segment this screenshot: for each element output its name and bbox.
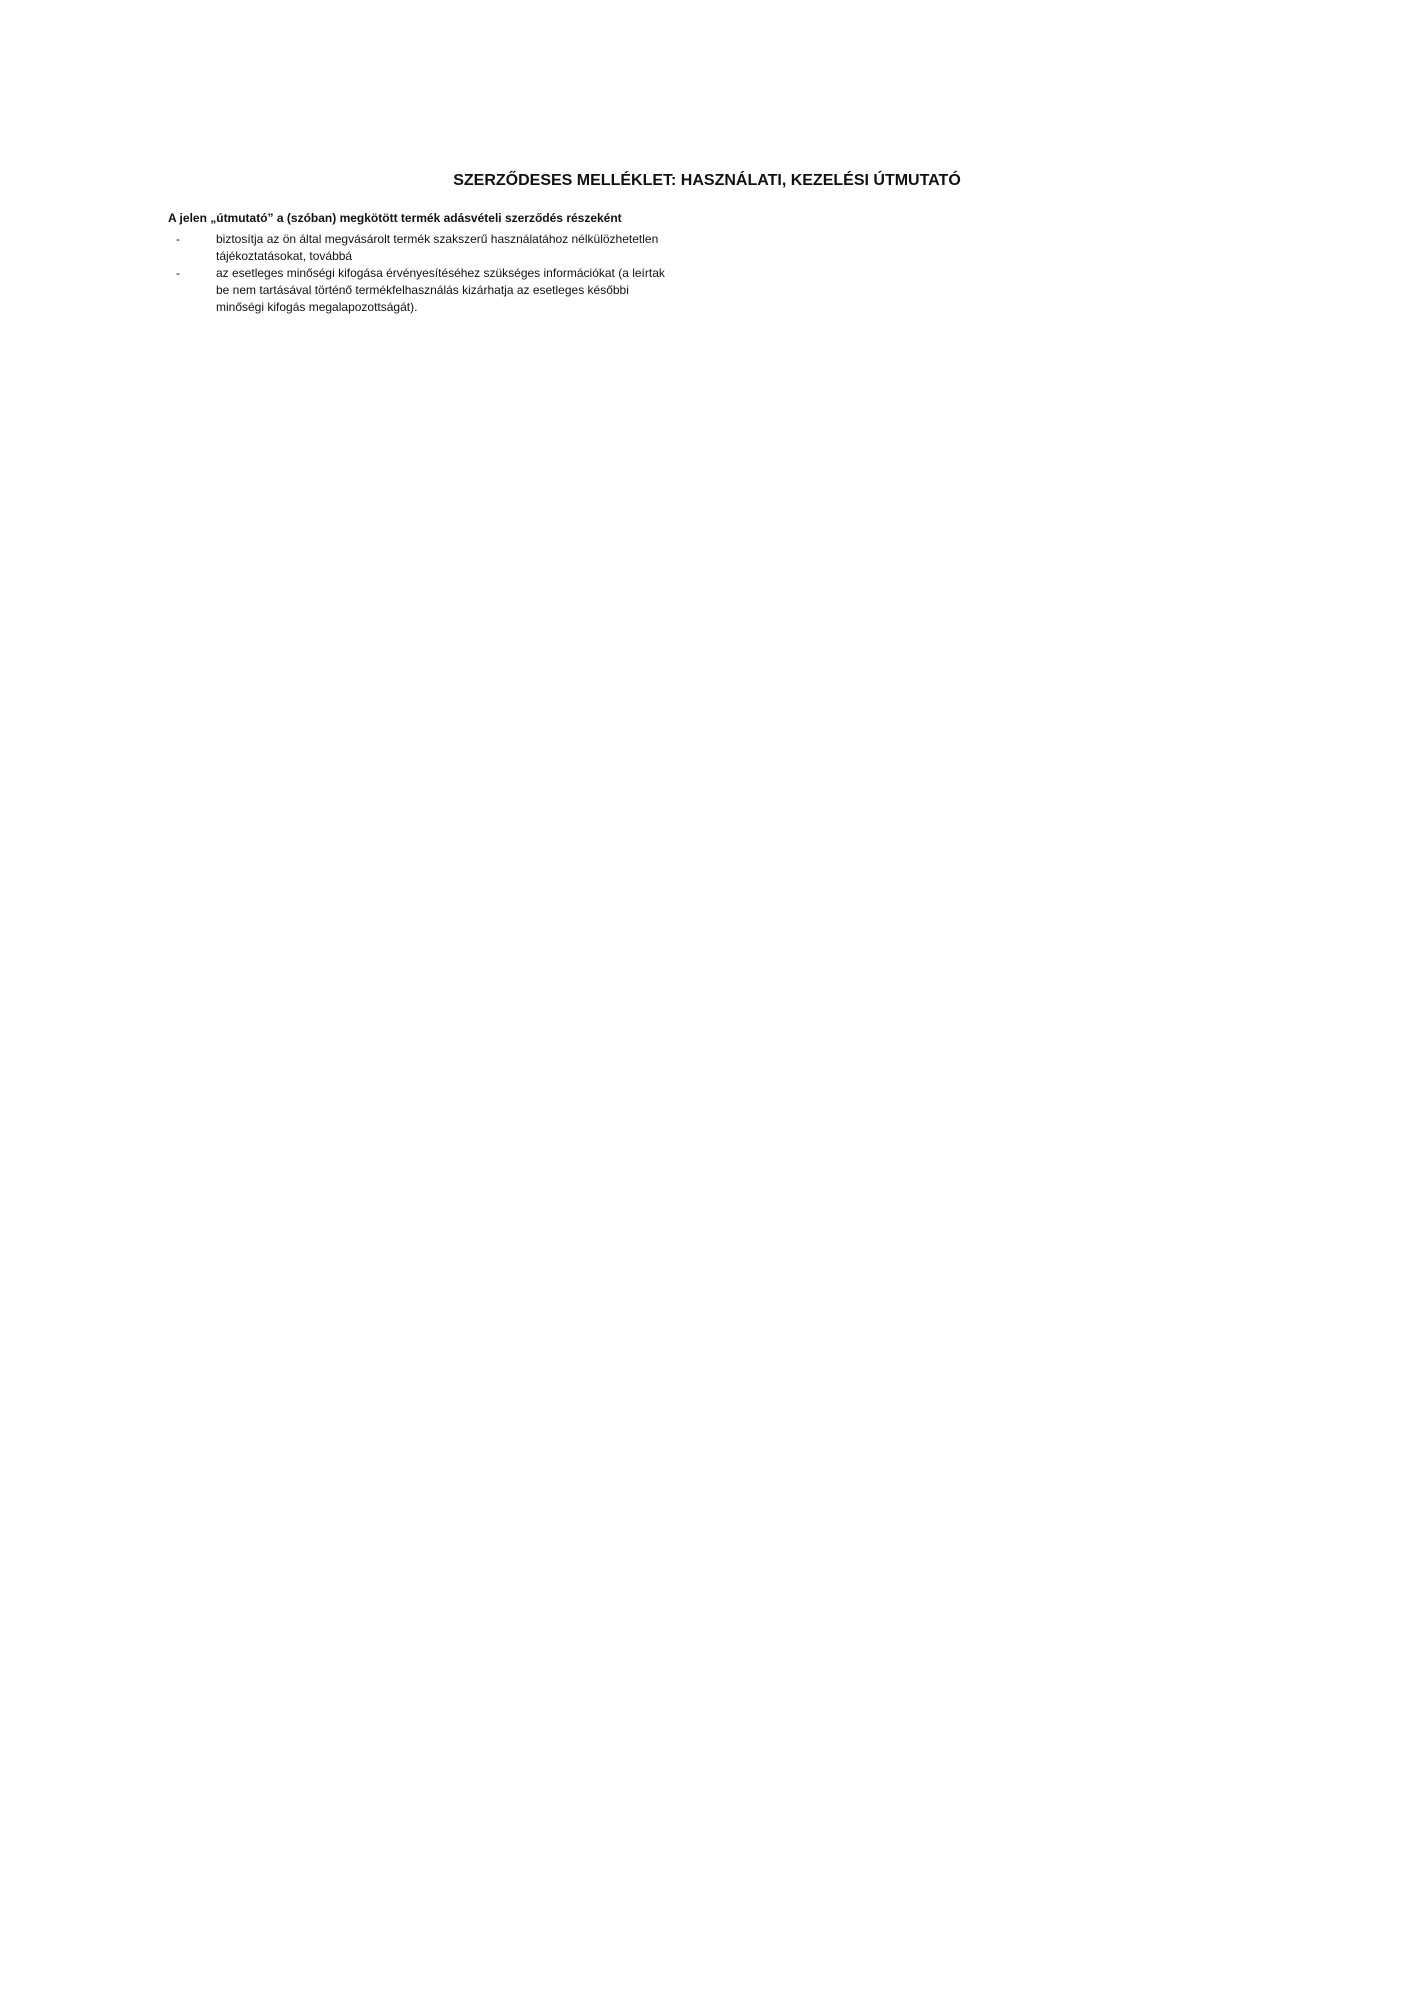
document-title: SZERZŐDESES MELLÉKLET: HASZNÁLATI, KEZELÉSI ÚTMUTATÓ xyxy=(453,172,961,189)
bullet-list xyxy=(168,231,668,316)
left-column xyxy=(168,210,668,332)
section-heading: A jelen „útmutató” a (szóban) megkötött termék adásvételi szerződés részeként xyxy=(168,211,622,225)
list-item: - az esetleges minőségi kifogása érvényesítéséhez szükséges információkat (a leírtak be nem tartásával történő termékfelhasználás kizárhatja az esetleges későbbi minőségi kifogás megalapozottságát). xyxy=(216,265,668,316)
list-item: - biztosítja az ön által megvásárolt termék szakszerű használatához nélkülözhetetlen tájékoztatásokat, továbbá xyxy=(216,231,668,265)
